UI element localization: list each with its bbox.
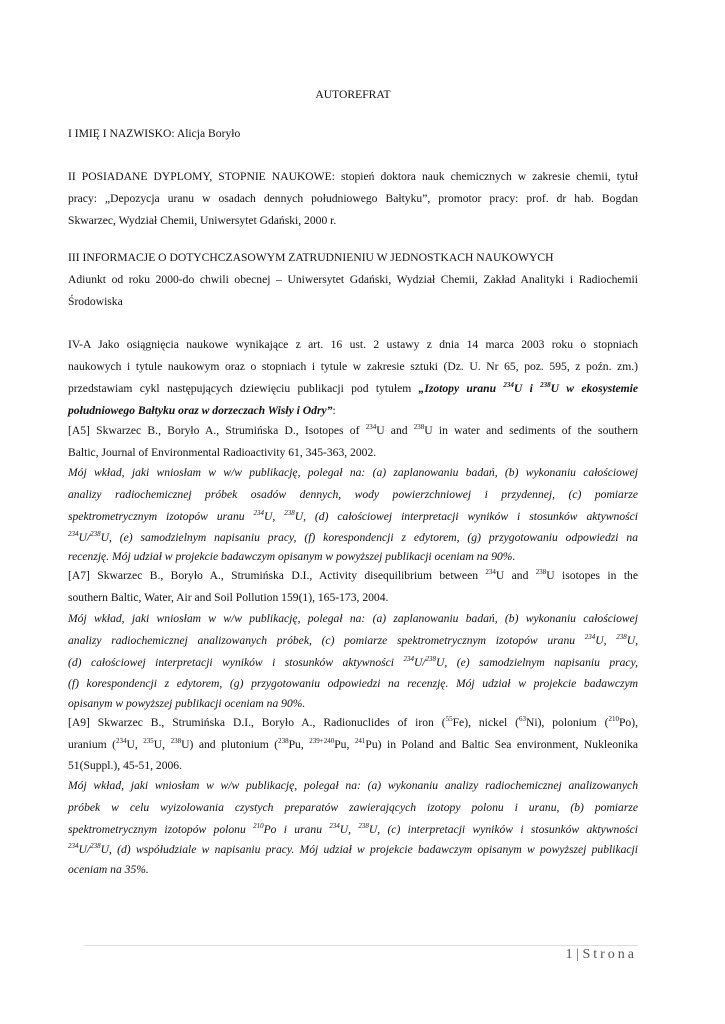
contribution-a7-line1: Mój wkład, jaki wniosłam w w/w publikację, polegał na: (a) zaplanowaniu badań, (b) wykonaniu całościowej (68, 612, 638, 625)
section-name: I IMIĘ I NAZWISKO: Alicja Boryło (68, 127, 241, 140)
section-employment-line2: Środowiska (68, 295, 123, 308)
contribution-a7-line4: (f) korespondencji z edytorem, (g) przygotowaniu odpowiedzi na recenzję. Mój udział w projekcie badawczym (68, 677, 638, 690)
publication-a9-line2: uranium ($^{234}$U, $^{235}$U, $^{238}$U) and plutonium ($^{238}$Pu, $^{239+240}$Pu, $^{241}$Pu) in Poland and Baltic Sea environment, Nukleonika (68, 737, 639, 751)
section-achievement-line1: IV-A Jako osiągnięcia naukowe wynikające z art. 16 ust. 2 ustawy z dnia 14 marca 2003 roku o stopniach (68, 338, 638, 351)
footer-divider (84, 945, 638, 946)
contribution-a5-line2: analizy radiochemicznej próbek osadów dennych, wody powierzchniowej i przydennej, (c) pomiarze (68, 488, 638, 501)
contribution-a5-line3: spektrometrycznym izotopów uranu $^{234}$U, $^{238}$U, (d) całościowej interpretacji wyników i stosunków aktywności (68, 509, 638, 523)
footer-separator: | (576, 947, 579, 962)
section-diplomas-line1: II POSIADANE DYPLOMY, STOPNIE NAUKOWE: stopień doktora nauk chemicznych w zakresie chemii, tytuł (68, 170, 638, 183)
contribution-a5-line5: recenzję. Mój udział w projekcie badawczym opisanym w powyższej publikacji oceniam na 90%. (68, 550, 516, 563)
publication-a5-line1: [A5] Skwarzec B., Boryło A., Strumińska D., Isotopes of $^{234}$U and $^{238}$U in water and sediments of the southern (68, 423, 638, 437)
footer-page-word: Strona (582, 947, 637, 962)
section-achievement-line2: naukowych i tytule naukowym oraz o stopniach i tytule w zakresie sztuki (Dz. U. Nr 65, poz. 595, z poźn. zm.) (68, 360, 638, 373)
publication-a5-line2: Baltic, Journal of Environmental Radioactivity 61, 345-363, 2002. (68, 446, 377, 459)
document-title: AUTOREFRAT (315, 88, 391, 101)
contribution-a9-line2: próbek w celu wyizolowania czystych preparatów zawierających izotopy polonu i uranu, (b) pomiarze (68, 801, 638, 814)
contribution-a9-line4: $^{234}$U/$^{238}$U, (d) współudziale w napisaniu pracy. Mój udział w projekcie badawczym opisanym w powyższej publikacji (68, 842, 638, 856)
publication-a7-line1: [A7] Skwarzec B., Boryło A., Strumińska D.I., Activity disequilibrium between $^{234}$U and $^{238}$U isotopes in the (68, 568, 638, 582)
page-number: 1 (565, 947, 573, 962)
contribution-a9-line3: spektrometrycznym izotopów polonu $^{210}$Po i uranu $^{234}$U, $^{238}$U, (c) interpretacji wyników i stosunków aktywności (68, 822, 638, 836)
contribution-a7-line5: opisanym w powyższej publikacji oceniam na 90%. (68, 697, 306, 710)
page-footer (566, 947, 637, 963)
contribution-a9-line5: oceniam na 35%. (68, 863, 149, 876)
publication-a9-line1: [A9] Skwarzec B., Strumińska D.I., Boryło A., Radionuclides of iron ($^{55}$Fe), nickel ($^{63}$Ni), polonium ($^{210}$Po), (68, 715, 638, 729)
section-achievement-line4: południowego Bałtyku oraz w dorzeczach Wisły i Odry”: (68, 404, 336, 417)
contribution-a5-line4: $^{234}$U/$^{238}$U, (e) samodzielnym napisaniu pracy, (f) korespondencji z edytorem, (g) przygotowaniu odpowiedzi na (68, 530, 638, 544)
contribution-a7-line3: (d) całościowej interpretacji wyników i stosunków aktywności $^{234}$U/$^{238}$U, (e) samodzielnym napisaniu pracy, (68, 655, 638, 669)
publication-a9-line3: 51(Suppl.), 45-51, 2006. (68, 759, 183, 772)
contribution-a9-line1: Mój wkład, jaki wniosłam w w/w publikację, polegał na: (a) wykonaniu analizy radiochemicznej analizowanych (68, 779, 638, 792)
section-employment-line1: Adiunkt od roku 2000-do chwili obecnej – Uniwersytet Gdański, Wydział Chemii, Zakład Analityki i Radiochemii (68, 273, 638, 286)
section-achievement-line3: przedstawiam cykl następujących dziewięciu publikacji pod tytułem „Izotopy uranu $^{234}$U i $^{238}$U w ekosystemie (68, 381, 638, 395)
contribution-a7-line2: analizy radiochemicznej analizowanych próbek, (c) pomiarze spektrometrycznym izotopów uranu $^{234}$U, $^{238}$U, (68, 633, 638, 647)
publication-a7-line2: southern Baltic, Water, Air and Soil Pollution 159(1), 165-173, 2004. (68, 591, 389, 604)
section-employment-heading: III INFORMACJE O DOTYCHCZASOWYM ZATRUDNIENIU W JEDNOSTKACH NAUKOWYCH (68, 251, 554, 264)
contribution-a5-line1: Mój wkład, jaki wniosłam w w/w publikację, polegał na: (a) zaplanowaniu badań, (b) wykonaniu całościowej (68, 466, 638, 479)
section-diplomas-line3: Skwarzec, Wydział Chemii, Uniwersytet Gdański, 2000 r. (68, 214, 337, 227)
section-diplomas-line2: pracy: „Depozycja uranu w osadach dennych południowego Bałtyku”, promotor pracy: prof. dr hab. Bogdan (68, 192, 638, 205)
